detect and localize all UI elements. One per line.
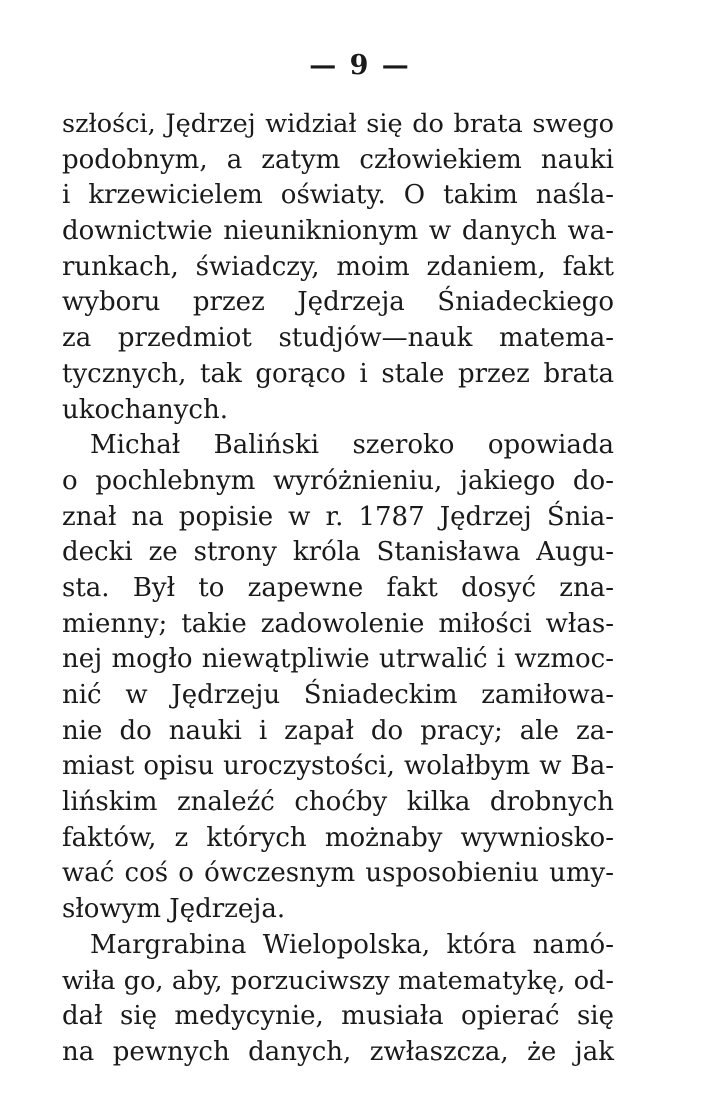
text-line: wać coś o ówczesnym usposobieniu umy- (62, 858, 614, 889)
text-line: miast opisu uroczystości, wolałbym w Ba- (62, 751, 614, 782)
paragraph-end-line: słowym Jędrzeja. (62, 894, 286, 925)
text-line: nie do nauki i zapał do pracy; ale za- (62, 715, 614, 746)
text-line: i krzewicielem oświaty. O takim naśla- (62, 180, 614, 211)
text-line: wiła go, aby, porzuciwszy matematykę, od- (62, 965, 614, 996)
text-line: podobnym, a zatym człowiekiem nauki (62, 144, 614, 175)
text-line: runkach, świadczy, moim zdaniem, fakt (62, 251, 614, 282)
body-text (62, 107, 614, 1071)
text-line: decki ze strony króla Stanisława Augu- (62, 537, 614, 568)
text-line: lińskim znaleźć choćby kilka drobnych (62, 787, 614, 818)
paragraph-end-line: ukochanych. (62, 394, 228, 425)
text-line: downictwie nieuniknionym w danych wa- (62, 216, 614, 247)
text-line: o pochlebnym wyróżnieniu, jakiego do- (62, 465, 614, 496)
text-line: nić w Jędrzeju Śniadeckim zamiłowa- (62, 680, 614, 710)
text-line: wyboru przez Jędrzeja Śniadeckiego (62, 287, 614, 318)
text-line: sta. Był to zapewne fakt dosyć zna- (62, 572, 614, 603)
text-line: tycznych, tak gorąco i stale przez brata (62, 358, 614, 389)
text-line: znał na popisie w r. 1787 Jędrzej Śnia- (62, 501, 614, 532)
text-line: faktów, z których możnaby wywniosko- (62, 822, 614, 853)
paragraph-start-line: Margrabina Wielopolska, która namó- (90, 929, 614, 960)
text-line: szłości, Jędrzej widział się do brata swego (62, 109, 614, 139)
text-line: na pewnych danych, zwłaszcza, że jak (62, 1036, 614, 1067)
text-line: mienny; takie zadowolenie miłości włas- (62, 608, 614, 639)
text-line: dał się medycynie, musiała opierać się (62, 1001, 614, 1032)
page-number: — 9 — (309, 50, 411, 81)
text-line: za przedmiot studjów—nauk matema- (62, 323, 614, 354)
text-line: nej mogło niewątpliwie utrwalić i wzmoc- (62, 644, 614, 675)
paragraph-start-line: Michał Baliński szeroko opowiada (90, 430, 614, 461)
